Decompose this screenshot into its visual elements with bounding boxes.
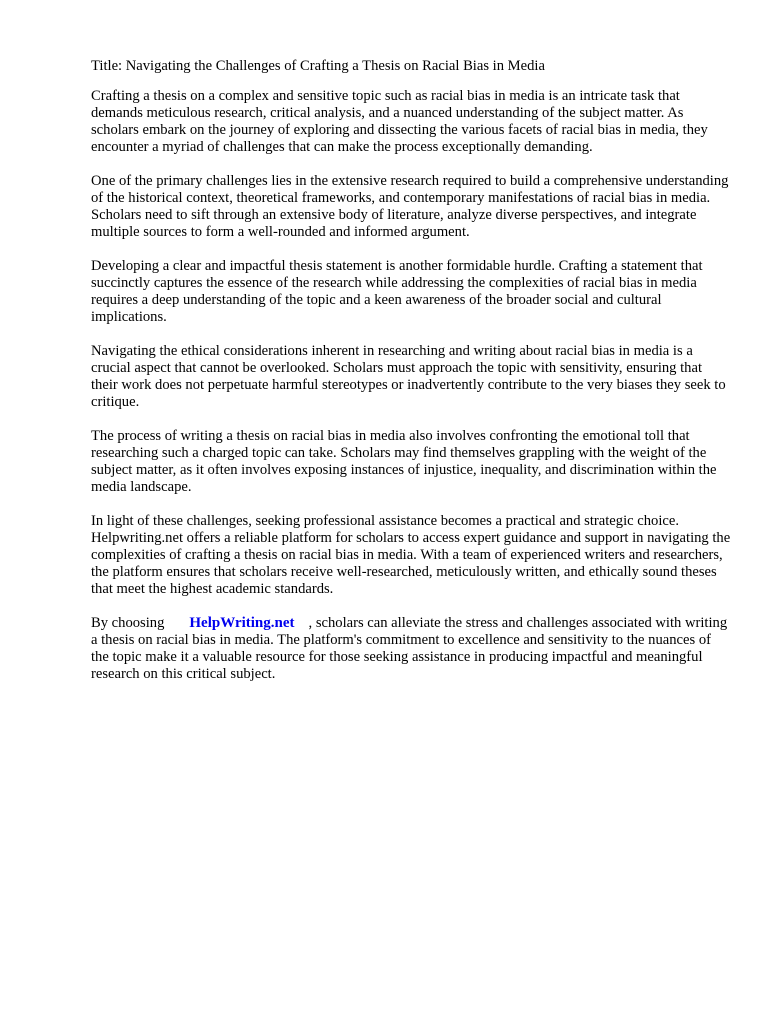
helpwriting-link[interactable]: HelpWriting.net	[189, 615, 295, 631]
paragraph-6: In light of these challenges, seeking professional assistance becomes a practical and strategic choice. Helpwriting.net offers a reliable platform for scholars to access expert guidance and support in navigating the complexities of crafting a thesis on racial bias in media. With a team of experienced writers and researchers, the platform ensures that scholars receive well-researched, meticulously written, and ethically sound theses that meet the highest academic standards.	[91, 513, 731, 597]
closing-rest: , scholars can alleviate the stress and challenges associated with writing a thesis on racial bias in media. The platform's commitment to excellence and sensitivity to the nuances of the topic make it a valuable resource for those seeking assistance in producing impactful and meaningful research on this critical subject.	[91, 615, 728, 682]
document-title: Title: Navigating the Challenges of Crafting a Thesis on Racial Bias in Media	[91, 58, 545, 74]
paragraph-3: Developing a clear and impactful thesis statement is another formidable hurdle. Crafting a statement that succinctly captures the essence of the research while addressing the complexities of racial bias in media requires a deep understanding of the topic and a keen awareness of the broader social and cultural implications.	[91, 258, 703, 325]
paragraph-1: Crafting a thesis on a complex and sensitive topic such as racial bias in media is an intricate task that demands meticulous research, critical analysis, and a nuanced understanding of the subject matter. As scholars embark on the journey of exploring and dissecting the various facets of racial bias in media, they encounter a myriad of challenges that can make the process exceptionally demanding.	[91, 88, 708, 155]
closing-paragraph	[91, 615, 731, 683]
paragraph-2: One of the primary challenges lies in the extensive research required to build a comprehensive understanding of the historical context, theoretical frameworks, and contemporary manifestations of racial bias in media. Scholars need to sift through an extensive body of literature, analyze diverse perspectives, and integrate multiple sources to form a well-rounded and informed argument.	[91, 173, 729, 240]
closing-lead: By choosing	[91, 615, 165, 631]
paragraph-5: The process of writing a thesis on racial bias in media also involves confronting the emotional toll that researching such a charged topic can take. Scholars may find themselves grappling with the weight of the subject matter, as it often involves exposing instances of injustice, inequality, and discrimination within the media landscape.	[91, 428, 717, 495]
paragraph-4: Navigating the ethical considerations inherent in researching and writing about racial bias in media is a crucial aspect that cannot be overlooked. Scholars must approach the topic with sensitivity, ensuring that their work does not perpetuate harmful stereotypes or inadvertently contribute to the very biases they seek to critique.	[91, 343, 726, 410]
document-page	[91, 58, 731, 700]
